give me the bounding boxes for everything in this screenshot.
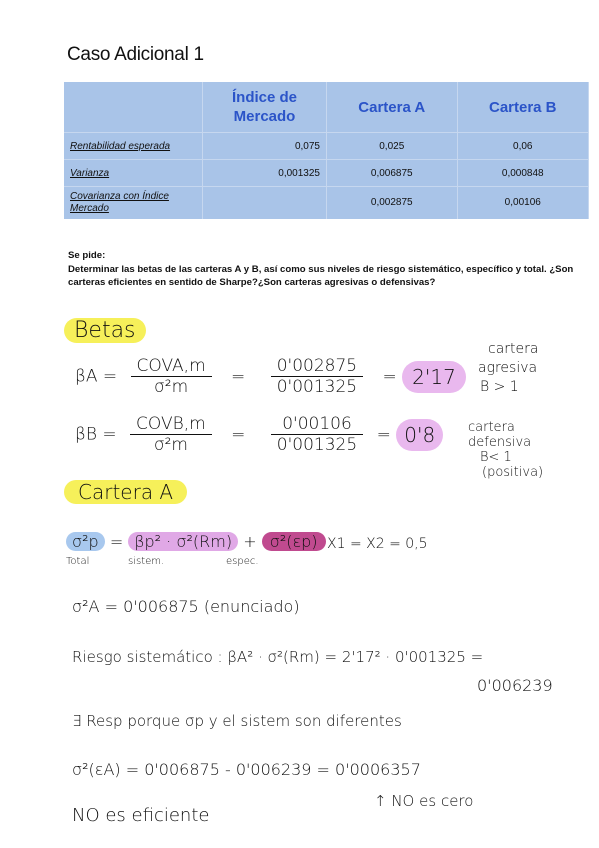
page-title: Caso Adicional 1 <box>67 44 204 65</box>
label-total: Total <box>66 556 90 567</box>
weights-equation: X1 = X2 = 0,5 <box>327 536 428 552</box>
variance-decomposition <box>66 532 326 551</box>
var-systematic: βp² · σ²(Rm) <box>128 532 238 551</box>
cell <box>203 187 327 220</box>
header-empty <box>64 82 203 133</box>
beta-a-value-num: 0'002875 <box>271 356 363 377</box>
table-row <box>64 187 589 220</box>
beta-a-value-den: 0'001325 <box>276 377 358 397</box>
beta-b-note-line2: defensiva <box>468 435 532 450</box>
not-zero-note: ↑ NO es cero <box>374 792 474 810</box>
cell: 0,00106 <box>457 187 588 220</box>
table-header-row <box>64 82 589 133</box>
cartera-a-heading <box>64 480 187 504</box>
cartera-a-heading-text: Cartera A <box>64 480 187 504</box>
variance-a-line: σ²A = 0'006875 (enunciado) <box>72 597 300 616</box>
betas-heading-text: Betas <box>64 318 146 343</box>
label-sistem: sistem. <box>128 556 165 567</box>
beta-b-numerator: COVB,m <box>130 414 212 435</box>
var-specific: σ²(εp) <box>262 532 326 551</box>
beta-b-formula <box>75 414 443 455</box>
variance-labels <box>66 556 296 567</box>
cell: 0,001325 <box>203 160 327 187</box>
cell: 0,025 <box>327 133 458 160</box>
row-label: Covarianza con Índice Mercado <box>64 187 203 220</box>
beta-b-note-line3: B< 1 <box>480 450 512 465</box>
beta-a-value-fraction <box>271 356 363 397</box>
exists-line: ∃ Resp porque σp y el sistem son diferentes <box>72 712 402 730</box>
beta-a-numerator: COVA,m <box>131 356 212 377</box>
beta-b-value-den: 0'001325 <box>276 435 358 455</box>
beta-a-note-line2: agresiva <box>478 360 538 376</box>
label-espec: espec. <box>226 556 259 567</box>
beta-b-value-num: 0'00106 <box>271 414 363 435</box>
beta-b-note-line1: cartera <box>468 420 515 435</box>
beta-a-note <box>478 340 538 397</box>
specific-risk-line: σ²(εA) = 0'006875 - 0'006239 = 0'0006357 <box>72 760 421 779</box>
table-row <box>64 160 589 187</box>
cell: 0,006875 <box>327 160 458 187</box>
riesgo-sistematico-result: 0'006239 <box>477 676 553 695</box>
beta-b-result: 0'8 <box>396 419 443 451</box>
beta-b-note <box>468 420 543 480</box>
beta-a-note-line3: B > 1 <box>480 379 519 395</box>
beta-b-value-fraction <box>271 414 363 455</box>
beta-b-equals2: = <box>376 424 391 445</box>
var-total: σ²p <box>66 532 105 551</box>
beta-b-note-line4: (positiva) <box>482 465 544 480</box>
cell: 0,06 <box>457 133 588 160</box>
row-label: Rentabilidad esperada <box>64 133 203 160</box>
betas-heading <box>64 318 146 343</box>
row-label: Varianza <box>64 160 203 187</box>
beta-a-formula <box>75 356 466 397</box>
beta-a-result: 2'17 <box>402 361 466 393</box>
cell: 0,000848 <box>457 160 588 187</box>
beta-b-denominator: σ²m <box>153 435 188 455</box>
beta-a-equals2: = <box>382 366 397 387</box>
beta-b-fraction <box>130 414 212 455</box>
beta-a-note-line1: cartera <box>488 341 539 357</box>
cell: 0,002875 <box>327 187 458 220</box>
task-prompt <box>68 249 588 290</box>
beta-a-denominator: σ²m <box>154 377 189 397</box>
prompt-heading: Se pide: <box>68 250 106 261</box>
data-table <box>64 82 589 219</box>
header-cartera-a: Cartera A <box>327 82 458 133</box>
beta-a-equals: = <box>231 366 246 387</box>
beta-a-fraction <box>131 356 212 397</box>
var-plus: + <box>243 532 257 551</box>
beta-b-label: βB = <box>75 424 117 445</box>
prompt-text: Determinar las betas de las carteras A y B, así como sus niveles de riesgo sistemático, específico y total. ¿Son carteras eficientes en sentido de Sharpe?¿Son carteras agresivas o defensivas? <box>68 263 574 288</box>
header-cartera-b: Cartera B <box>457 82 588 133</box>
var-equals: = <box>109 532 124 551</box>
table-row <box>64 133 589 160</box>
cell: 0,075 <box>203 133 327 160</box>
not-efficient-line: NO es eficiente <box>72 805 210 826</box>
riesgo-sistematico-line: Riesgo sistemático : βA² · σ²(Rm) = 2'17² · 0'001325 = <box>72 648 484 666</box>
header-indice-mercado: Índice de Mercado <box>203 82 327 133</box>
beta-a-label: βA = <box>75 366 118 387</box>
beta-b-equals: = <box>231 424 246 445</box>
